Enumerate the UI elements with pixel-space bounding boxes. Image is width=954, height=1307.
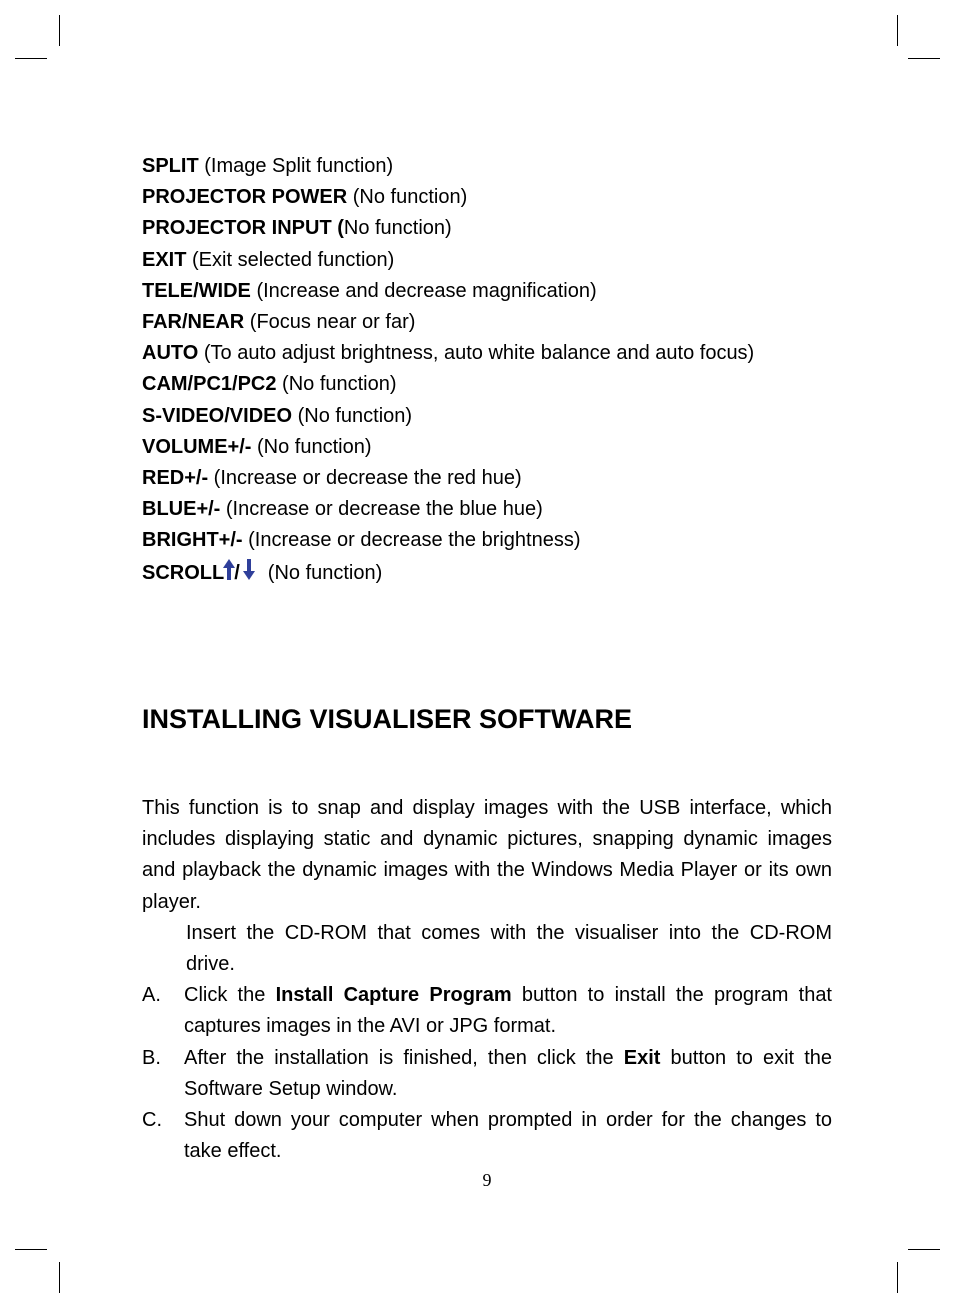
intro-paragraph: This function is to snap and display images with the USB interface, which includes displaying static and dynamic pictures, snapping dynamic images and playback the dynamic images with the Windows Media Player or its own player.	[142, 797, 832, 913]
function-desc: (No function)	[267, 562, 383, 585]
list-item	[142, 369, 754, 400]
function-name: RED+/-	[142, 466, 209, 489]
function-name: CAM/PC1/PC2	[142, 373, 277, 396]
arrow-down-icon	[244, 559, 254, 581]
section-title: INSTALLING VISUALISER SOFTWARE	[142, 704, 633, 734]
step-text-pre: Click the	[184, 984, 276, 1006]
step-letter: A.	[142, 984, 161, 1006]
crop-mark	[908, 58, 940, 59]
function-desc: (Exit selected function)	[186, 248, 395, 271]
function-desc: (No function)	[251, 435, 372, 458]
function-name: S-VIDEO/VIDEO	[142, 404, 293, 427]
function-name: BLUE+/-	[142, 498, 221, 521]
function-desc: (Increase and decrease magnification)	[250, 279, 597, 302]
list-item	[142, 463, 754, 494]
list-item	[142, 432, 754, 463]
function-desc: (Increase or decrease the blue hue)	[220, 498, 543, 521]
function-desc: (To auto adjust brightness, auto white balance and auto focus)	[198, 342, 755, 365]
list-item	[142, 494, 754, 525]
step-text-post: button to install the program that captures images in the AVI or JPG format.	[184, 984, 832, 1038]
function-name: PROJECTOR POWER	[142, 186, 348, 209]
function-name: AUTO	[142, 342, 199, 365]
arrow-up-icon	[224, 559, 234, 581]
function-desc: (Focus near or far)	[244, 310, 416, 333]
crop-mark	[15, 58, 47, 59]
step-text-post: button to exit the Software Setup window.	[184, 1047, 832, 1101]
function-list	[142, 151, 754, 590]
page-number: 9	[482, 1170, 492, 1190]
scroll-separator: /	[234, 562, 240, 585]
function-desc: (No function)	[276, 373, 397, 396]
step-text	[184, 1043, 832, 1105]
function-name: BRIGHT+/-	[142, 529, 243, 552]
function-name: TELE/WIDE	[142, 279, 251, 302]
step-letter: C.	[142, 1109, 162, 1131]
function-desc: No function)	[343, 217, 452, 240]
function-name: PROJECTOR INPUT (	[142, 217, 344, 240]
list-item	[142, 338, 754, 369]
function-desc: (Image Split function)	[198, 155, 394, 177]
list-item	[142, 245, 754, 276]
step-letter: B.	[142, 1047, 161, 1069]
list-item	[142, 525, 754, 556]
crop-mark	[908, 1249, 940, 1250]
crop-mark	[15, 1249, 47, 1250]
list-item	[142, 307, 754, 338]
list-item	[142, 213, 754, 244]
crop-mark	[897, 15, 898, 46]
function-desc: (Increase or decrease the brightness)	[242, 529, 581, 552]
crop-mark	[59, 1262, 60, 1293]
function-name: FAR/NEAR	[142, 310, 245, 333]
function-desc: (Increase or decrease the red hue)	[208, 466, 522, 489]
function-name: EXIT	[142, 248, 187, 271]
exit-label: Exit	[623, 1047, 661, 1069]
list-item	[142, 276, 754, 307]
crop-mark	[59, 15, 60, 46]
scroll-item	[142, 556, 754, 589]
function-desc: (No function)	[347, 186, 468, 209]
list-item	[142, 151, 754, 182]
list-item	[142, 182, 754, 213]
function-name: SPLIT	[142, 155, 199, 177]
function-name: VOLUME+/-	[142, 435, 252, 458]
insert-instruction: Insert the CD-ROM that comes with the visualiser into the CD-ROM drive.	[186, 922, 832, 976]
function-name: SCROLL	[142, 562, 225, 585]
function-desc: (No function)	[292, 404, 413, 427]
step-text-pre: After the installation is finished, then click the	[184, 1047, 624, 1069]
install-capture-program-label: Install Capture Program	[275, 984, 512, 1006]
crop-mark	[897, 1262, 898, 1293]
step-text	[184, 980, 832, 1042]
step-text: Shut down your computer when prompted in order for the changes to take effect.	[184, 1109, 832, 1163]
list-item	[142, 401, 754, 432]
